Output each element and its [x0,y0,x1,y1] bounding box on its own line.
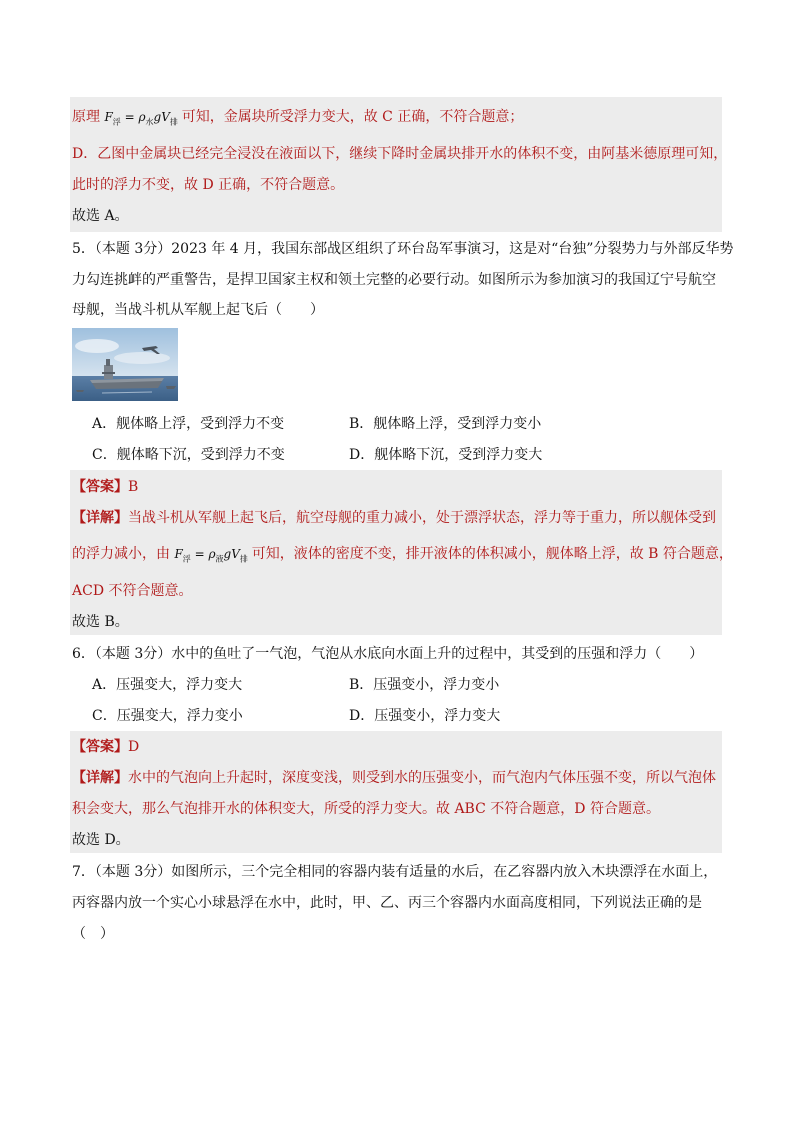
answer-label: 【答案】 [72,739,128,755]
buoyancy-formula: $F_浮 = \rho_水gV_排$ [104,110,178,127]
answer-label: 【答案】 [72,479,128,495]
answer-value: D [128,739,140,755]
q6-answer [72,738,139,756]
q6-stem: 6．（本题 3分）水中的鱼吐了一气泡，气泡从水底向水面上升的过程中，其受到的压强和浮力（ ） [72,646,704,662]
q6-option-d[interactable]: D．压强变小，浮力变大 [349,708,501,724]
q6-conclusion: 故选 D。 [72,832,130,848]
detail-text: 的浮力减小，由 [72,546,170,562]
q5-answer [72,478,138,496]
q5-conclusion: 故选 B。 [72,614,129,630]
prev-answer-line2: D．乙图中金属块已经完全浸没在液面以下，继续下降时金属块排开水的体积不变，由阿基米德原理可知， [72,146,728,162]
q5-stem-line3: 母舰，当战斗机从军舰上起飞后（ ） [72,302,324,318]
q6-answer-block [70,731,722,853]
q5-detail-line1 [72,509,716,527]
answer-value: B [128,479,139,495]
prev-answer-text: 原理 [72,109,100,125]
detail-label: 【详解】 [72,510,128,526]
q7-stem-line2: 丙容器内放一个实心小球悬浮在水中，此时，甲、乙、丙三个容器内水面高度相同，下列说法正确的是 [72,895,702,911]
prev-answer-line3: 此时的浮力不变，故 D 正确，不符合题意。 [72,177,345,193]
prev-answer-conclusion: 故选 A。 [72,208,129,224]
detail-text: 水中的气泡向上升起时，深度变浅，则受到水的压强变小，而气泡内气体压强不变，所以气泡体 [128,770,716,786]
q7-stem-line3: （ ） [72,926,114,942]
aircraft-carrier-photo [72,328,178,401]
detail-label: 【详解】 [72,770,128,786]
prev-answer-line1 [72,108,523,126]
detail-text: 当战斗机从军舰上起飞后，航空母舰的重力减小，处于漂浮状态，浮力等于重力，所以舰体受到 [128,510,716,526]
q5-detail-line2 [72,545,733,563]
q5-option-d[interactable]: D．舰体略下沉，受到浮力变大 [349,447,543,463]
q5-detail-line3: ACD 不符合题意。 [72,583,193,599]
q6-option-c[interactable]: C．压强变大，浮力变小 [92,708,243,724]
q6-option-a[interactable]: A．压强变大，浮力变大 [92,677,243,693]
q5-option-a[interactable]: A．舰体略上浮，受到浮力不变 [92,416,285,432]
q5-stem-line2: 力勾连挑衅的严重警告，是捍卫国家主权和领土完整的必要行动。如图所示为参加演习的我国辽宁号航空 [72,272,716,288]
detail-text: 可知，液体的密度不变，排开液体的体积减小，舰体略上浮，故 B 符合题意， [251,546,733,562]
q7-stem-line1: 7．（本题 3分）如图所示，三个完全相同的容器内装有适量的水后，在乙容器内放入木块漂浮在水面上， [72,864,718,880]
buoyancy-formula: $F_浮 = \rho_液gV_排$ [174,547,248,564]
q5-stem-line1: 5．（本题 3分）2023 年 4 月，我国东部战区组织了环台岛军事演习，这是对“台独”分裂势力与外部反华势 [72,241,734,257]
q6-option-b[interactable]: B．压强变小，浮力变小 [349,677,500,693]
q6-detail-line1 [72,769,716,787]
q5-option-b[interactable]: B．舰体略上浮，受到浮力变小 [349,416,542,432]
q6-detail-line2: 积会变大，那么气泡排开水的体积变大，所受的浮力变大。故 ABC 不符合题意，D 符合题意。 [72,801,660,817]
prev-answer-text: 可知，金属块所受浮力变大，故 C 正确，不符合题意； [181,109,524,125]
q5-option-c[interactable]: C．舰体略下沉，受到浮力不变 [92,447,285,463]
